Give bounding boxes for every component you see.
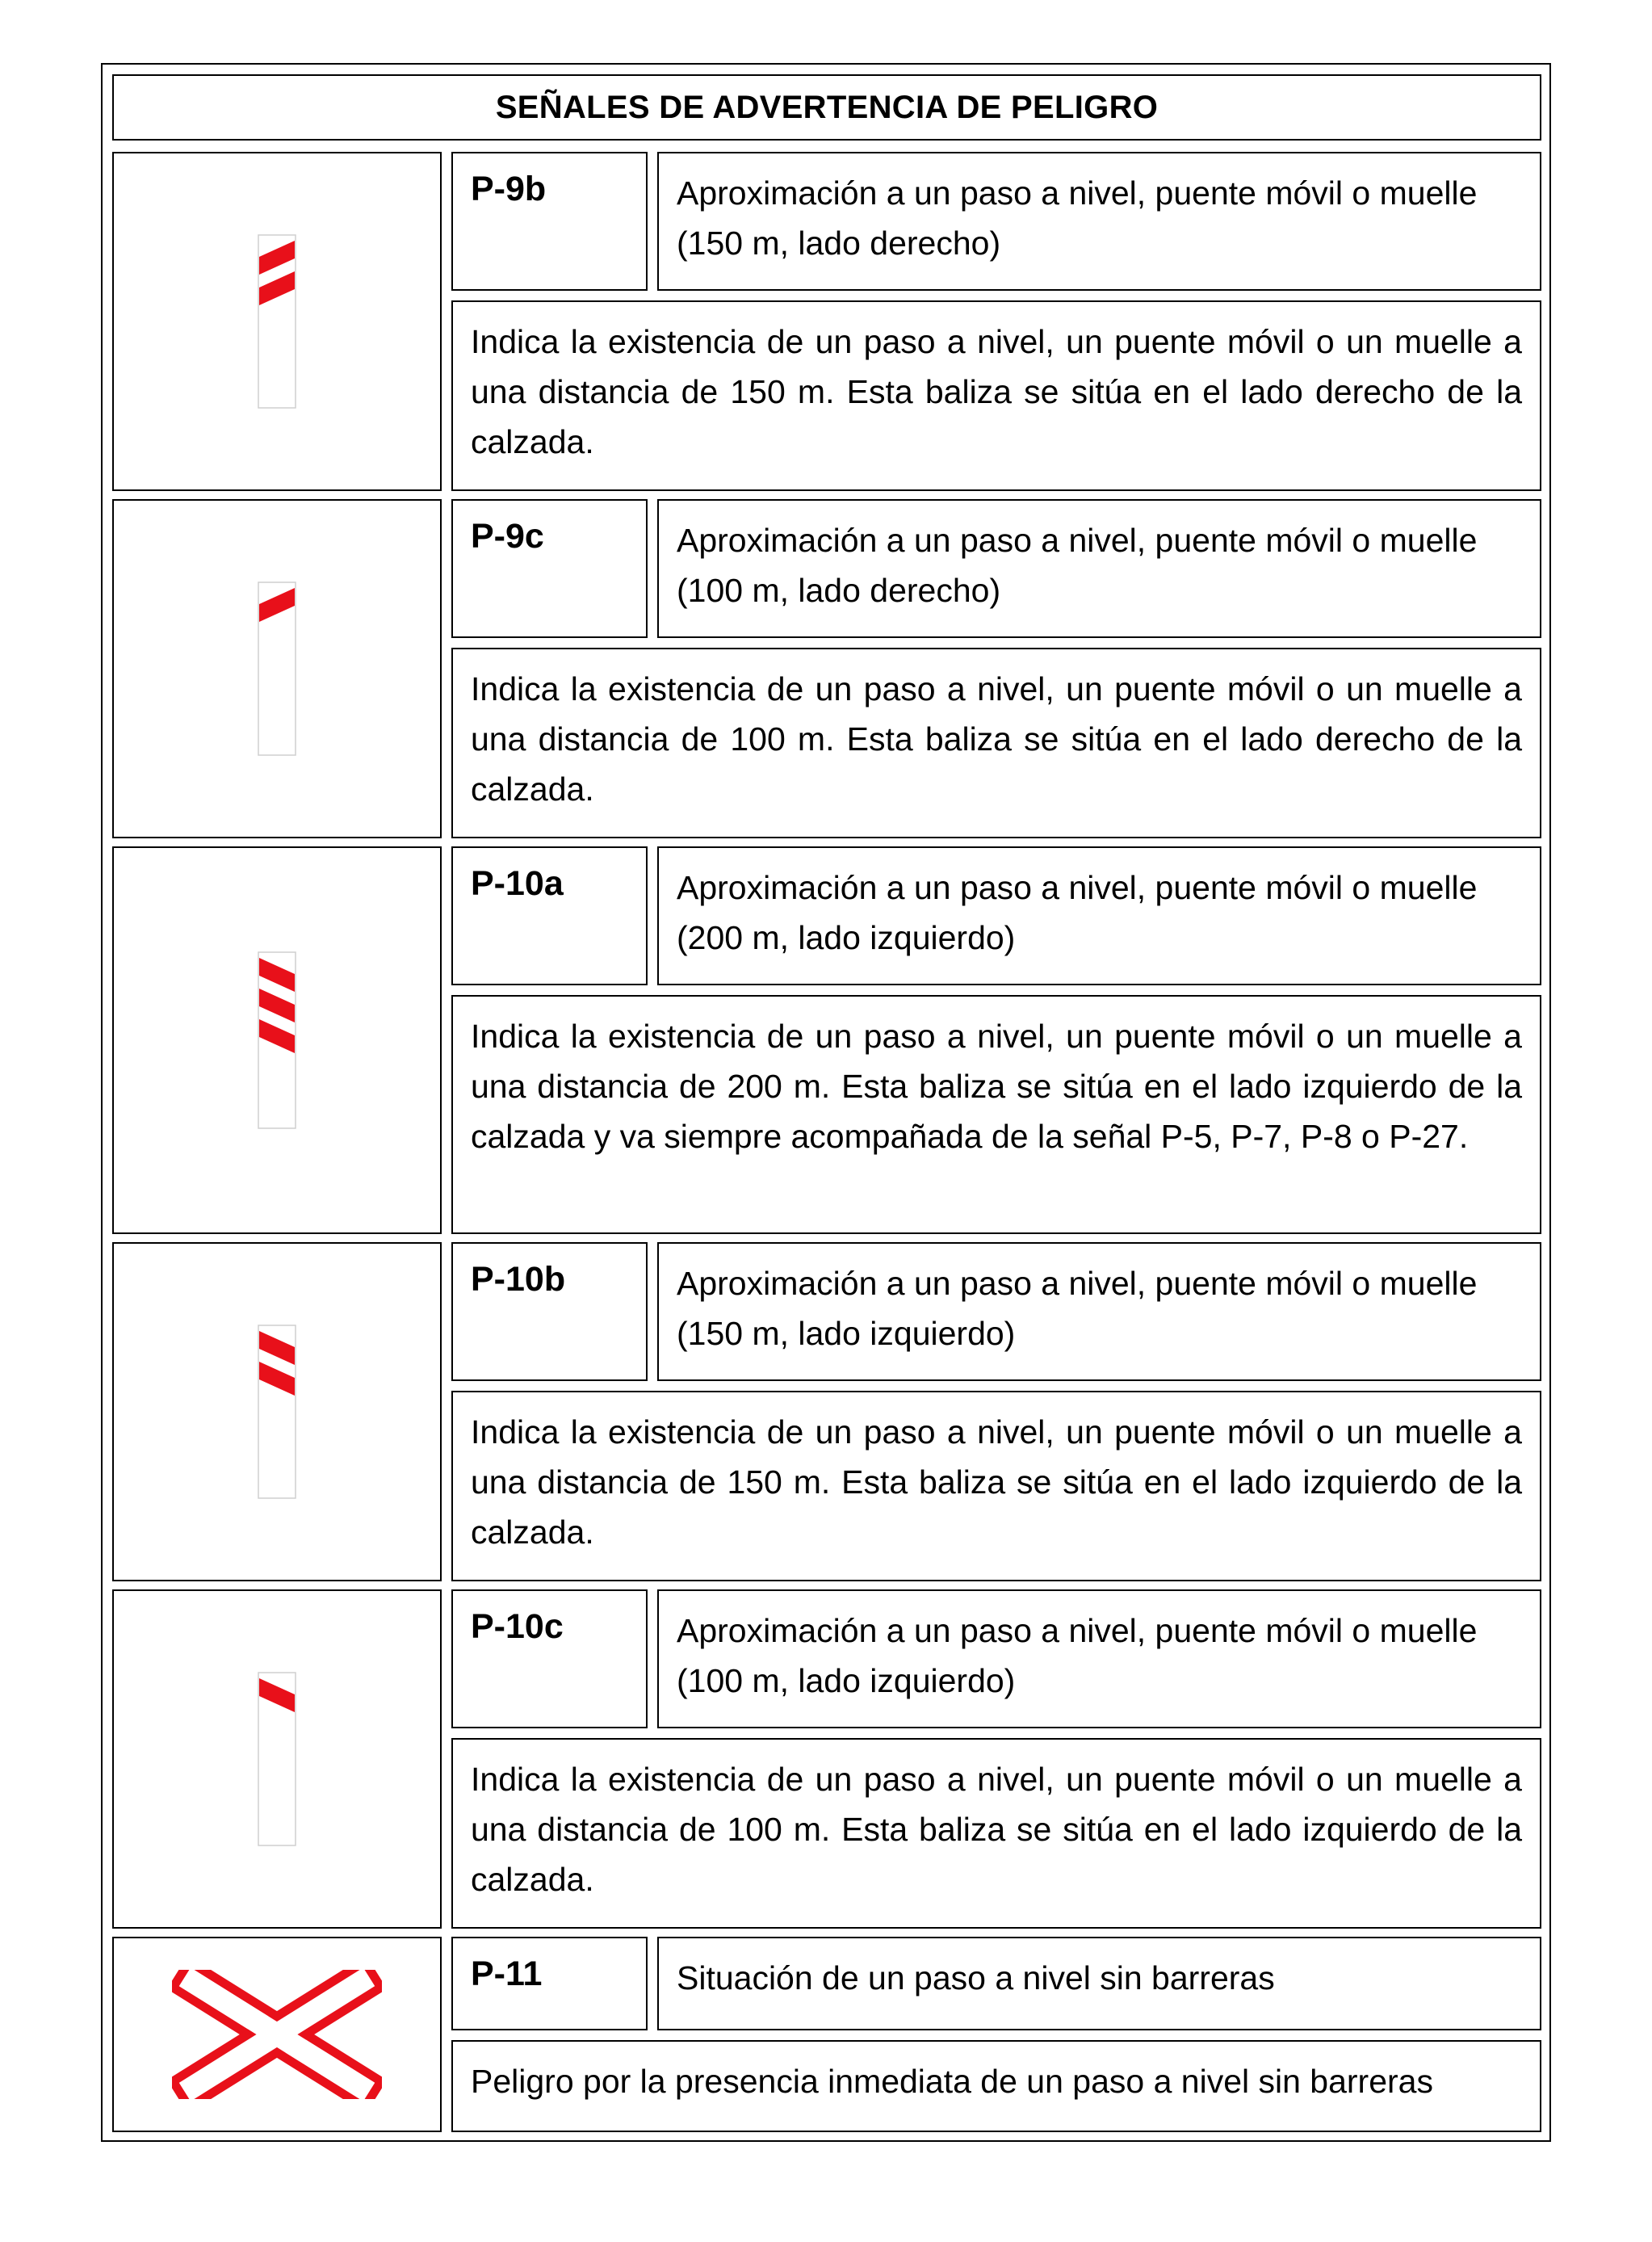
table-title: SEÑALES DE ADVERTENCIA DE PELIGRO	[495, 89, 1159, 125]
sign-name-cell	[657, 1242, 1541, 1381]
sign-image-cell	[112, 1242, 442, 1581]
sign-description-cell	[451, 995, 1541, 1234]
countdown-marker-3-stripes-left-icon	[258, 951, 296, 1129]
countdown-marker-2-stripes-left-icon	[258, 1325, 296, 1499]
sign-name-cell	[657, 1589, 1541, 1728]
sign-name-cell	[657, 152, 1541, 291]
sign-name: Aproximación a un paso a nivel, puente móvil o muelle (150 m, lado derecho)	[677, 174, 1478, 262]
sign-name: Situación de un paso a nivel sin barreras	[677, 1959, 1275, 1996]
sign-name-cell	[657, 846, 1541, 985]
sign-name-cell	[657, 1937, 1541, 2030]
sign-image-cell	[112, 1589, 442, 1929]
sign-description: Peligro por la presencia inmediata de un paso a nivel sin barreras	[471, 2063, 1433, 2100]
sign-description: Indica la existencia de un paso a nivel, un puente móvil o un muelle a una distancia de 150 m. Esta baliza se sitúa en el lado derecho de la calzada.	[471, 323, 1522, 460]
sign-name: Aproximación a un paso a nivel, puente móvil o muelle (200 m, lado izquierdo)	[677, 869, 1478, 956]
sign-code: P-10a	[471, 864, 564, 903]
sign-image-cell	[112, 1937, 442, 2132]
sign-description: Indica la existencia de un paso a nivel, un puente móvil o un muelle a una distancia de 100 m. Esta baliza se sitúa en el lado derecho de la calzada.	[471, 670, 1522, 808]
sign-image-cell	[112, 152, 442, 491]
sign-code-cell	[451, 499, 648, 638]
countdown-marker-1-stripe-left-icon	[258, 1672, 296, 1846]
sign-name: Aproximación a un paso a nivel, puente móvil o muelle (100 m, lado derecho)	[677, 522, 1478, 609]
sign-image-cell	[112, 499, 442, 838]
sign-description-cell	[451, 300, 1541, 491]
sign-description-cell	[451, 1391, 1541, 1581]
sign-code: P-10c	[471, 1607, 564, 1646]
sign-code-cell	[451, 1937, 648, 2030]
sign-code-cell	[451, 152, 648, 291]
sign-code-cell	[451, 1242, 648, 1381]
sign-description: Indica la existencia de un paso a nivel, un puente móvil o un muelle a una distancia de 100 m. Esta baliza se sitúa en el lado izquierdo de la calzada.	[471, 1761, 1522, 1898]
sign-image-cell	[112, 846, 442, 1234]
sign-name: Aproximación a un paso a nivel, puente móvil o muelle (150 m, lado izquierdo)	[677, 1265, 1478, 1352]
sign-code: P-10b	[471, 1260, 566, 1299]
sign-description-cell	[451, 2040, 1541, 2132]
sign-description: Indica la existencia de un paso a nivel, un puente móvil o un muelle a una distancia de 150 m. Esta baliza se sitúa en el lado izquierdo de la calzada.	[471, 1413, 1522, 1551]
sign-description: Indica la existencia de un paso a nivel, un puente móvil o un muelle a una distancia de 200 m. Esta baliza se sitúa en el lado izquierdo de la calzada y va siempre acompañada de la señal P-5, P-7, P-8 o P-27.	[471, 1018, 1522, 1155]
sign-code: P-9c	[471, 517, 544, 556]
saint-andrews-cross-icon	[172, 1970, 382, 2099]
sign-name: Aproximación a un paso a nivel, puente móvil o muelle (100 m, lado izquierdo)	[677, 1612, 1478, 1699]
countdown-marker-1-stripe-right-icon	[258, 581, 296, 756]
sign-description-cell	[451, 648, 1541, 838]
countdown-marker-2-stripes-right-icon	[258, 234, 296, 409]
table-title-cell	[112, 74, 1541, 141]
sign-code: P-9b	[471, 170, 547, 208]
sign-description-cell	[451, 1738, 1541, 1929]
sign-code-cell	[451, 1589, 648, 1728]
sign-code: P-11	[471, 1954, 543, 1993]
sign-name-cell	[657, 499, 1541, 638]
sign-code-cell	[451, 846, 648, 985]
